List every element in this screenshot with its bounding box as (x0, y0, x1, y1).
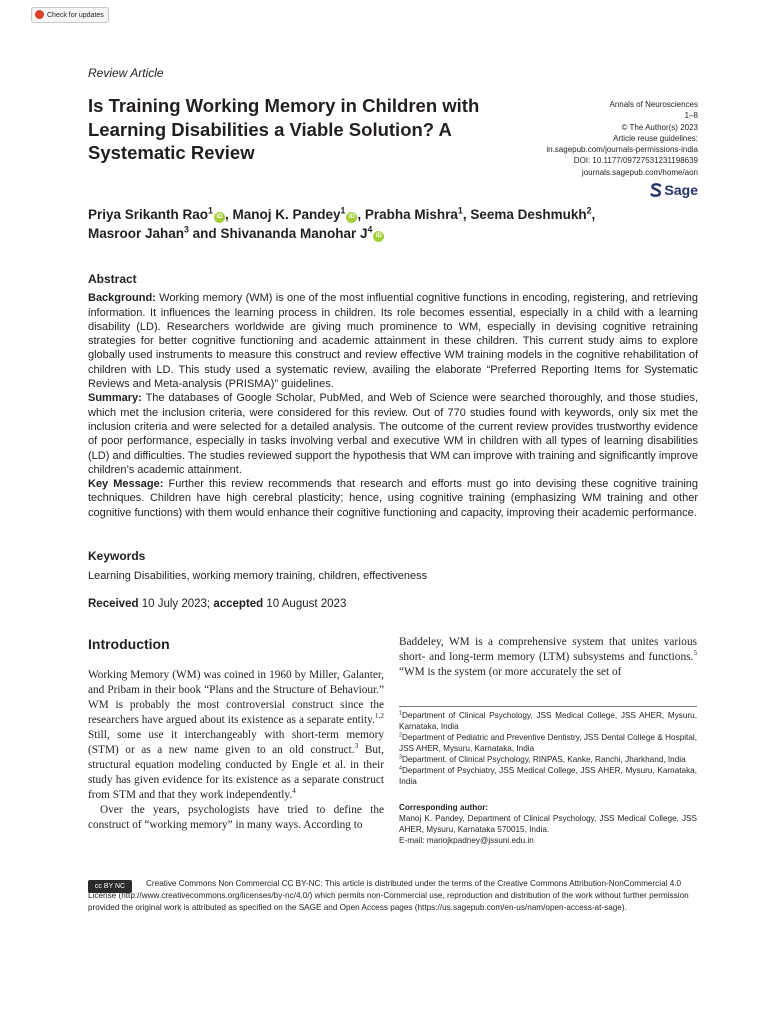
affiliation-item (399, 765, 697, 787)
article-title: Is Training Working Memory in Children with Learning Disabilities a Viable Solution? A Systematic Review (88, 95, 480, 163)
received-label: Received (88, 598, 139, 610)
summary-text: The databases of Google Scholar, PubMed, and Web of Science were searched thoroughly, and those studies, which met the inclusion criteria, were considered for this review. Out of 770 studies found with keywords, only six met the inclusion criteria and were selected for a detailed analysis. The outcome of the current review provides trustworthy evidence of poor performance, especially in tasks involving verbal and executive WM in children with all types of learning disabilities (LD) and difficulties. The studies reviewed support the hypothesis that WM can improve with training and significantly improve children’s academic attainment. (88, 392, 698, 476)
author-name: Seema Deshmukh (470, 207, 587, 222)
author-affil-sup: 2 (586, 205, 592, 216)
corresponding-email[interactable]: E-mail: manojkpadney@jssuni.edu.in (399, 836, 534, 845)
affiliations (399, 710, 697, 787)
intro-column-right (399, 635, 697, 680)
accepted-label: accepted (213, 598, 264, 610)
background-text: Working memory (WM) is one of the most influential cognitive functions in encoding, registering, and retrieving information. It influences the learning process in children. Its role becomes essential, especially in a child with a learning disability (LD). Researchers worldwide are giving much prominence to WM, especially in devising cognitive retraining strategies for better cognitive functioning and academic attainment in these children. This current study aims to explore globally used instruments to measure this construct and review effective WM training models in the cognitive rehabilitation of children with LD. This study used a systematic review, availing the elaborate “Preferred Reporting Items for Systematic Reviews and Meta-analysis (PRISMA)” guidelines. (88, 292, 699, 391)
author-name: Masroor Jahan (88, 226, 185, 241)
intro-text: But, structural equation modeling conducted by Engle et al. in their study has given evidence for its existence as a separate construct from STM and that they work independently. (88, 744, 384, 801)
sage-s-icon (650, 183, 662, 197)
journal-name: Annals of Neurosciences (609, 100, 698, 109)
abstract-key-message (88, 477, 698, 520)
corresponding-text: Manoj K. Pandey, Department of Clinical Psychology, JSS Medical College, JSS AHER, Mysuru, Karnataka 570015, India. (399, 814, 697, 834)
introduction-heading: Introduction (88, 636, 170, 652)
sage-logo (650, 182, 698, 198)
keywords-heading: Keywords (88, 549, 146, 563)
affil-text: Department of Clinical Psychology, JSS Medical College, JSS AHER, Mysuru, Karnataka, India (399, 711, 697, 731)
citation-sup[interactable]: 4 (292, 786, 296, 796)
journal-reuse-link[interactable]: in.sagepub.com/journals-permissions-india (546, 145, 698, 155)
journal-info (546, 99, 698, 178)
key-message-label: Key Message: (88, 478, 164, 491)
orcid-icon[interactable]: iD (214, 212, 225, 223)
journal-copyright: © The Author(s) 2023 (621, 122, 698, 132)
citation-sup[interactable]: 3 (354, 741, 359, 751)
intro-paragraph (88, 668, 384, 803)
journal-pages: 1–8 (684, 111, 698, 121)
intro-paragraph: Over the years, psychologists have tried to define the construct of “working memory” in many ways. According to (88, 804, 384, 831)
orcid-icon[interactable]: iD (346, 212, 357, 223)
license-text: Creative Commons Non Commercial CC BY-NC: This article is distributed under the terms of the Creative Commons Attribution-NonCommercial 4.0 License (http://www.creativecommons.org/licenses/by-nc/4.0/) which permits non-Commercial use, reproduction and distribution of the work without further permission provided the original work is attributed as specified on the SAGE and Open Access pages (https://us.sagepub.com/en-us/nam/open-access-at-sage). (88, 879, 689, 912)
refresh-icon (35, 10, 44, 19)
corresponding-heading: Corresponding author: (399, 803, 489, 812)
sage-logo-text: Sage (664, 182, 698, 198)
check-for-updates-button[interactable] (31, 7, 109, 23)
intro-column-left (88, 668, 384, 833)
intro-text: “WM is the system (or more accurately the set of (399, 666, 622, 678)
accepted-date: 10 August 2023 (266, 598, 347, 610)
key-message-text: Further this review recommends that research and efforts must go into devising these cognitive training techniques. Children have high cerebral plasticity; hence, using cognitive training (emphasizing WM training and other cognitive functions) with them would enhance their cognitive functioning and capacity, improving their academic performance. (88, 478, 699, 519)
author-affil-sup: 1 (208, 205, 213, 216)
dates (88, 597, 698, 611)
affil-text: Department. of Clinical Psychology, RINPAS, Kanke, Ranchi, Jharkhand, India (401, 755, 686, 764)
intro-text: Still, some use it interchangeably with short-term memory (STM) or as a new name given to an old construct. (88, 729, 384, 756)
citation-sup[interactable]: 1,2 (374, 711, 384, 721)
affiliation-item (399, 754, 697, 765)
affil-sup: 3 (399, 754, 402, 761)
intro-paragraph (399, 635, 697, 680)
corresponding-author (399, 802, 697, 846)
abstract (88, 272, 698, 520)
affil-sup: 4 (399, 765, 402, 772)
summary-label: Summary: (88, 392, 142, 405)
journal-doi[interactable]: DOI: 10.1177/09727531231198639 (573, 156, 698, 166)
author-affil-sup: 1 (340, 205, 346, 216)
affiliation-item (399, 732, 697, 754)
keywords-text: Learning Disabilities, working memory training, children, effectiveness (88, 570, 428, 583)
journal-reuse-label: Article reuse guidelines: (613, 133, 698, 143)
received-date: 10 July 2023; (141, 598, 211, 610)
check-for-updates-label: Check for updates (47, 12, 104, 19)
affil-text: Department of Psychiatry, JSS Medical College, JSS AHER, Mysuru, Karnataka, India (399, 766, 697, 786)
author-name: Shivananda Manohar J (220, 226, 368, 241)
abstract-heading: Abstract (88, 272, 137, 286)
affil-sup: 2 (399, 732, 402, 739)
author-name: Manoj K. Pandey (232, 207, 341, 222)
author-affil-sup: 1 (457, 205, 463, 216)
article-type: Review Article (88, 66, 164, 80)
footnote-divider (399, 706, 697, 707)
affiliation-item (399, 710, 697, 732)
intro-text: Baddeley, WM is a comprehensive system that unites various short- and long-term memory (LTM) subsystems and functions. (399, 636, 697, 663)
author-name: Prabha Mishra (364, 207, 458, 222)
orcid-icon[interactable]: iD (373, 231, 384, 242)
keywords (88, 549, 698, 584)
cc-by-nc-icon[interactable]: cc BY NC (88, 880, 132, 893)
author-list: Priya Srikanth Rao$^1$iD , Manoj K. Pandey$^1$iD , Prabha Mishra$^1$, Seema Deshmukh$^2$, Masroor Jahan$^3$ and Shivananda Manohar $J^4iD$ (88, 205, 596, 241)
author-affil-sup: 3 (184, 224, 189, 235)
author-name: Priya Srikanth Rao (88, 207, 209, 222)
abstract-summary (88, 391, 698, 477)
background-label: Background: (88, 292, 156, 305)
affil-sup: 1 (399, 710, 402, 717)
author-affil-sup: 4 (367, 224, 373, 235)
affil-text: Department of Pediatric and Preventive Dentistry, JSS Dental College & Hospital, JSS AHER, Mysuru, Karnataka, India (399, 733, 697, 753)
intro-text: Working Memory (WM) was coined in 1960 by Miller, Galanter, and Pribam in their book “Plans and the Structure of Behaviour.” WM is probably the most controversial construct since the researchers have argued about its existence as a separate entity. (88, 669, 384, 726)
journal-home-link[interactable]: journals.sagepub.com/home/aon (581, 167, 698, 177)
abstract-background (88, 291, 698, 391)
citation-sup[interactable]: 5 (693, 648, 697, 658)
